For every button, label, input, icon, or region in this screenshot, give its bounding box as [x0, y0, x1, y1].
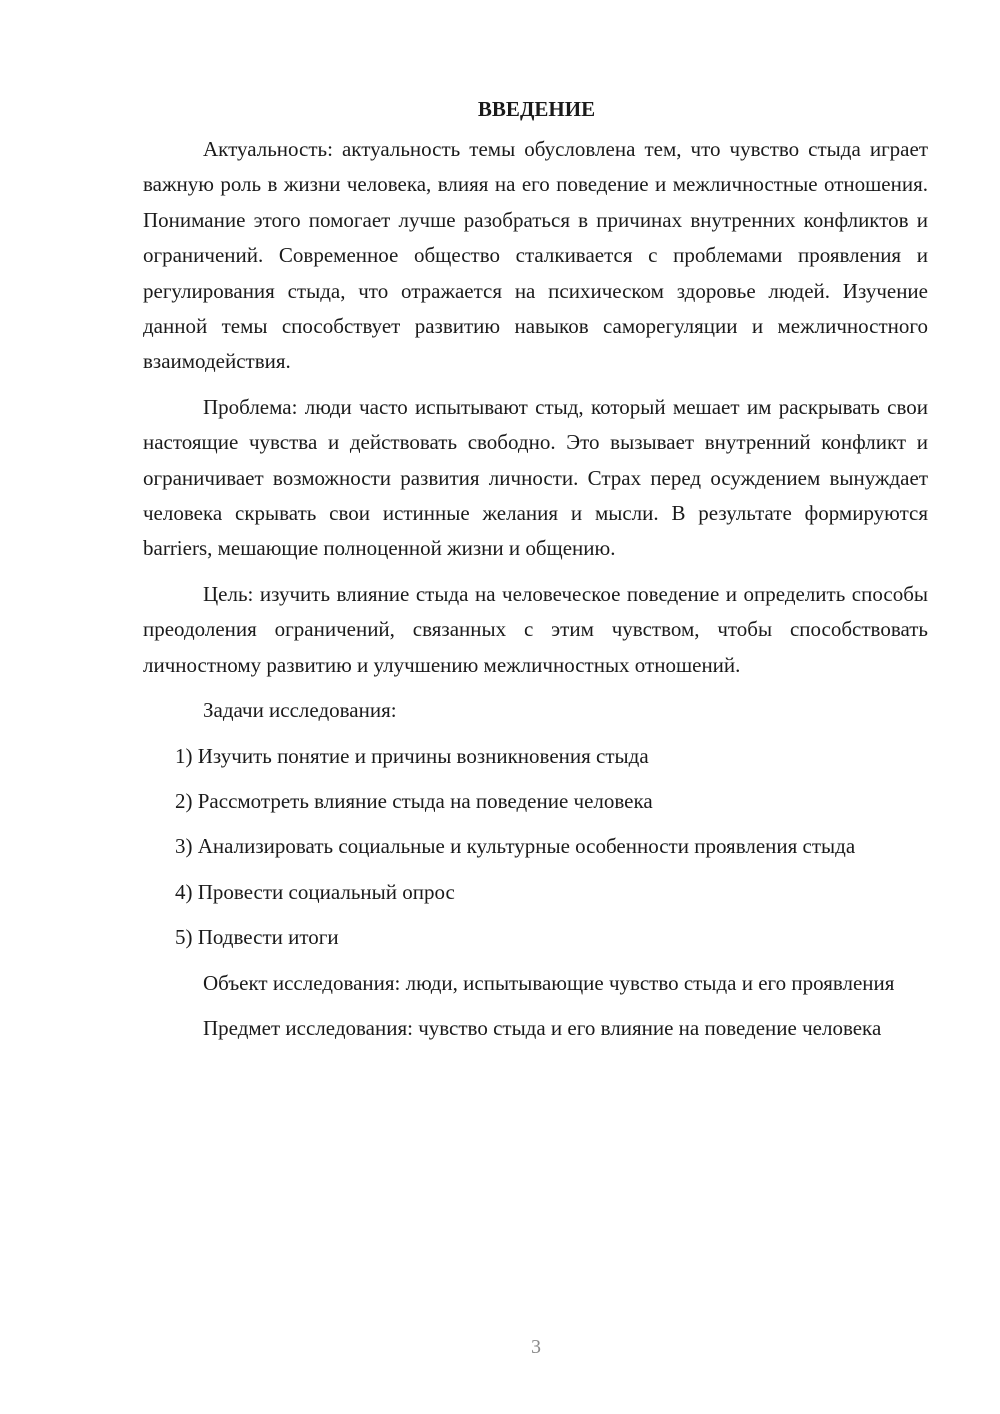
- paragraph-relevance: Актуальность: актуальность темы обусловлена тем, что чувство стыда играет важную роль в жизни человека, влияя на его поведение и межличностные отношения. Понимание этого помогает лучше разобраться в причинах внутренних конфликтов и ограничений. Современное общество сталкивается с проблемами проявления и регулирования стыда, что отражается на психическом здоровье людей. Изучение данной темы способствует развитию навыков саморегуляции и межличностного взаимодействия.: [143, 137, 928, 374]
- paragraph-goal: Цель: изучить влияние стыда на человеческое поведение и определить способы преодоления ограничений, связанных с этим чувством, чтобы способствовать личностному развитию и улучшению межличностных отношений.: [143, 581, 928, 677]
- task-item-1: 1) Изучить понятие и причины возникновения стыда: [175, 743, 649, 768]
- page-content: [143, 92, 928, 1056]
- paragraph-research-subject: Предмет исследования: чувство стыда и его влияние на поведение человека: [203, 1015, 882, 1040]
- task-item-3: 3) Анализировать социальные и культурные особенности проявления стыда: [175, 834, 856, 859]
- paragraph-problem: Проблема: люди часто испытывают стыд, который мешает им раскрывать свои настоящие чувства и действовать свободно. Это вызывает внутренний конфликт и ограничивает возможности развития личности. Страх перед осуждением вынуждает человека скрывать свои истинные желания и мысли. В результате формируются barriers, мешающие полноценной жизни и общению.: [143, 394, 928, 561]
- task-item-4: 4) Провести социальный опрос: [175, 879, 455, 904]
- tasks-heading: Задачи исследования:: [203, 698, 397, 723]
- section-title: ВВЕДЕНИЕ: [477, 97, 596, 121]
- task-item-5: 5) Подвести итоги: [175, 925, 339, 950]
- page-number: 3: [531, 1336, 541, 1358]
- task-item-2: 2) Рассмотреть влияние стыда на поведение человека: [175, 788, 653, 813]
- paragraph-research-object: Объект исследования: люди, испытывающие чувство стыда и его проявления: [203, 970, 895, 995]
